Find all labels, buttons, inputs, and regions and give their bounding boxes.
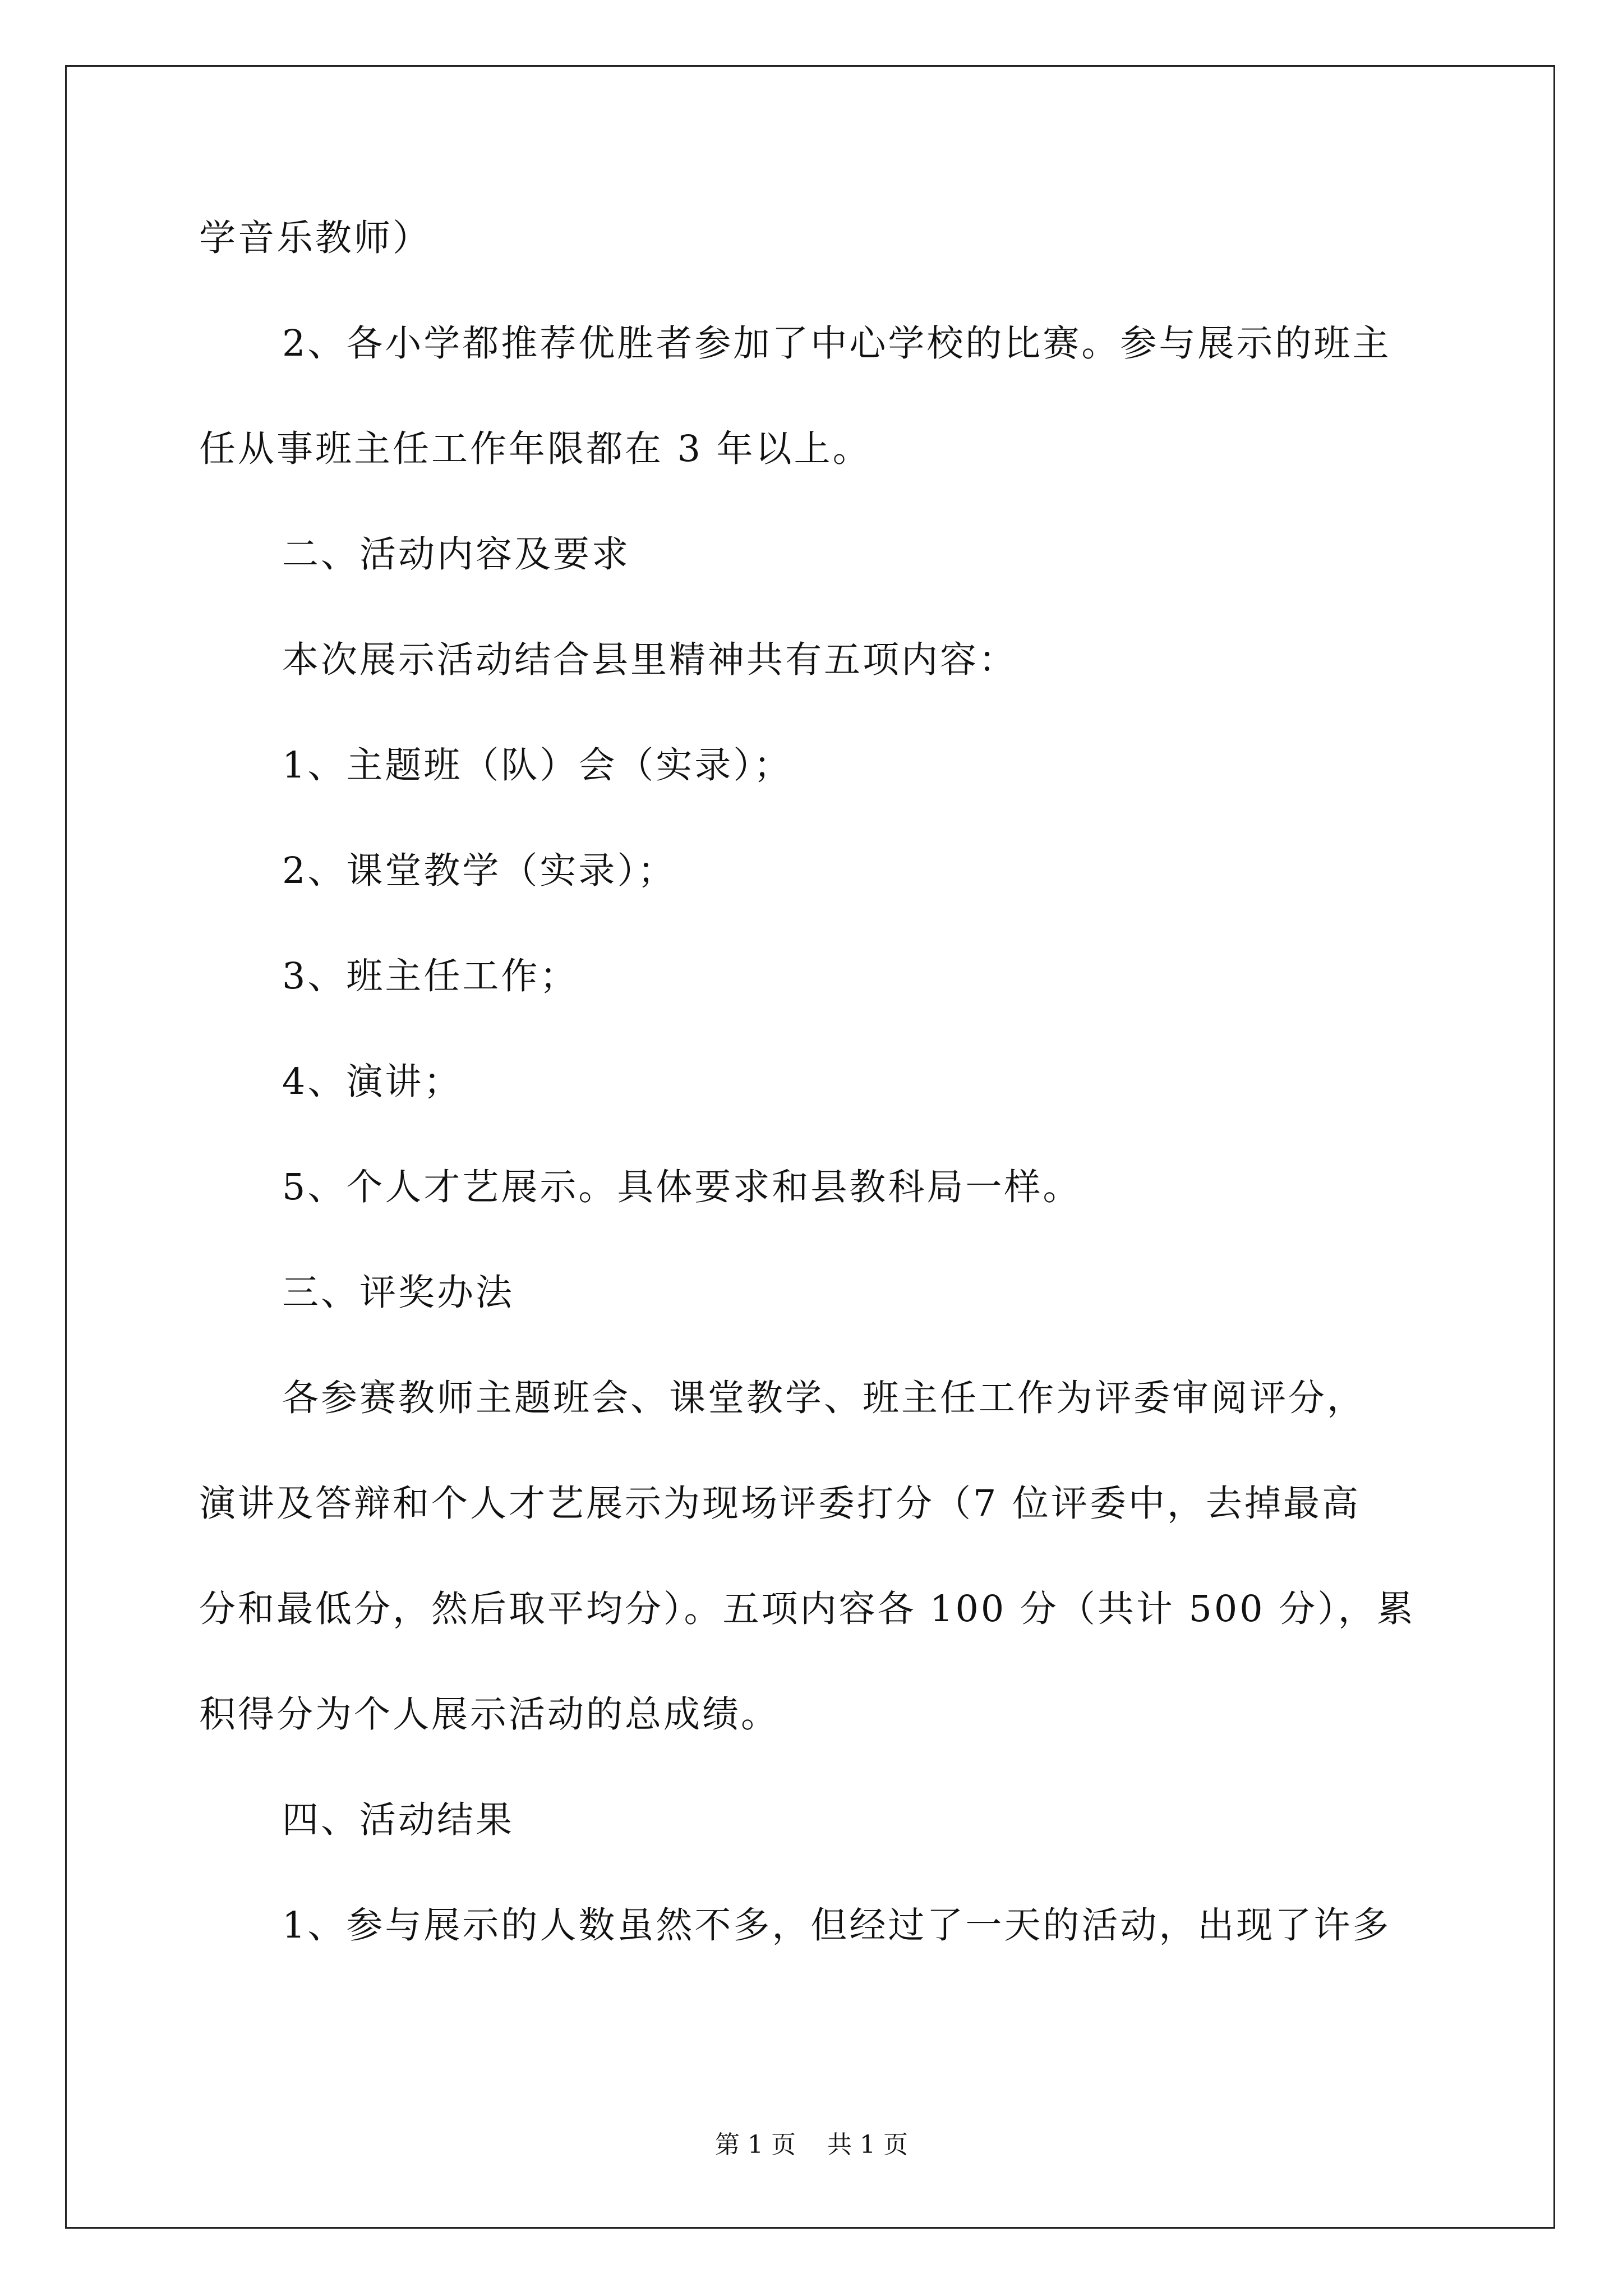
list-item-3: 3、班主任工作； xyxy=(282,955,579,997)
text-line-3: 任从事班主任工作年限都在 3 年以上。 xyxy=(199,428,872,470)
list-item-5: 5、个人才艺展示。具体要求和县教科局一样。 xyxy=(282,1166,1082,1208)
list-item-1: 1、主题班（队）会（实录）； xyxy=(282,744,792,786)
section-heading-activity-result: 四、活动结果 xyxy=(282,1799,515,1841)
list-item-2: 2、课堂教学（实录）； xyxy=(282,850,676,892)
section-heading-activity-content: 二、活动内容及要求 xyxy=(282,533,631,576)
text-line-14: 分和最低分，然后取平均分）。五项内容各 100 分（共计 500 分），累 xyxy=(199,1588,1415,1630)
text-line-2: 2、各小学都推荐优胜者参加了中心学校的比赛。参与展示的班主 xyxy=(282,323,1391,365)
page-total: 共 1 页 xyxy=(827,2131,908,2159)
section-heading-award-method: 三、评奖办法 xyxy=(282,1272,515,1314)
text-line-13: 演讲及答辩和个人才艺展示为现场评委打分（7 位评委中，去掉最高 xyxy=(199,1483,1361,1525)
text-line-15: 积得分为个人展示活动的总成绩。 xyxy=(199,1694,780,1736)
list-item-4: 4、演讲； xyxy=(282,1061,463,1103)
text-line-17: 1、参与展示的人数虽然不多，但经过了一天的活动，出现了许多 xyxy=(282,1904,1391,1947)
document-body xyxy=(199,210,1433,2003)
text-line-12: 各参赛教师主题班会、课堂教学、班主任工作为评委审阅评分， xyxy=(282,1377,1366,1419)
text-line-1: 学音乐教师） xyxy=(199,217,432,259)
text-line-5: 本次展示活动结合县里精神共有五项内容： xyxy=(282,639,1018,681)
page-footer xyxy=(0,2128,1623,2162)
page-number: 第 1 页 xyxy=(715,2131,796,2159)
